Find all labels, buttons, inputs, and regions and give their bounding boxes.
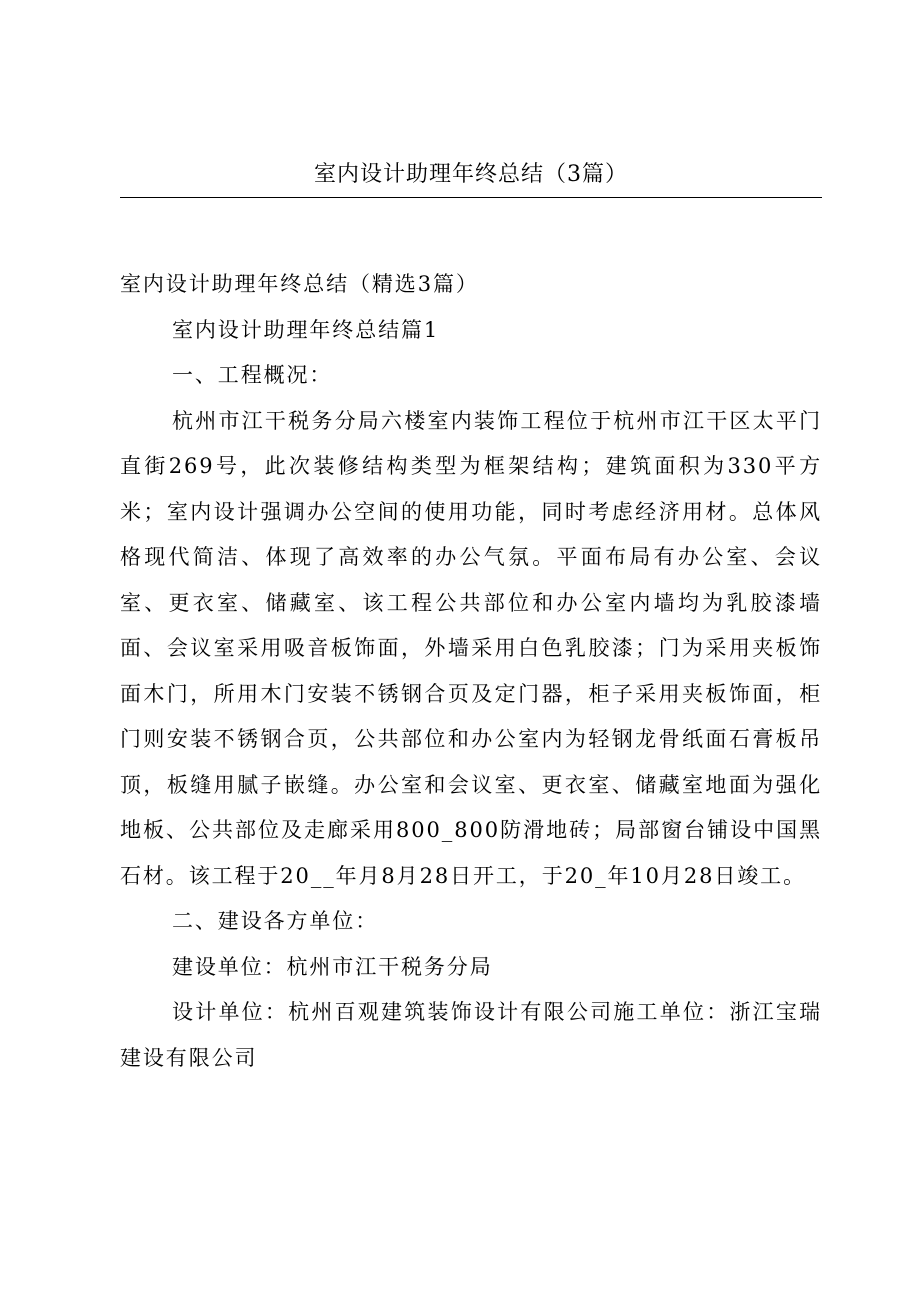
subtitle-paragraph: 室内设计助理年终总结（精选3篇） — [120, 272, 479, 296]
section-heading-project-overview: 一、工程概况： — [172, 363, 333, 387]
title-underline — [120, 197, 822, 198]
section-heading-parties: 二、建设各方单位： — [172, 909, 379, 933]
document-title: 室内设计助理年终总结（3篇） — [314, 162, 628, 187]
design-unit-paragraph: 设计单位：杭州百观建筑装饰设计有限公司施工单位：浙江宝瑞建设有限公司 — [120, 1000, 822, 1070]
builder-unit-paragraph: 建设单位：杭州市江干税务分局 — [172, 954, 493, 979]
document-body — [120, 262, 822, 1081]
section-heading-chapter-1: 室内设计助理年终总结篇1 — [172, 317, 440, 342]
project-overview-paragraph: 杭州市江干税务分局六楼室内装饰工程位于杭州市江干区太平门直街269号，此次装修结构类型为框架结构；建筑面积为330平方米；室内设计强调办公空间的使用功能，同时考虑经济用材。总体风格现代简洁、体现了高效率的办公气氛。平面布局有办公室、会议室、更衣室、储藏室、该工程公共部位和办公室内墙均为乳胶漆墙面、会议室采用吸音板饰面，外墙采用白色乳胶漆；门为采用夹板饰面木门，所用木门安装不锈钢合页及定门器，柜子采用夹板饰面，柜门则安装不锈钢合页，公共部位和办公室内为轻钢龙骨纸面石膏板吊顶，板缝用腻子嵌缝。办公室和会议室、更衣室、储藏室地面为强化地板、公共部位及走廊采用800_800防滑地砖；局部窗台铺设中国黑石材。该工程于20__年月8月28日开工，于20_年10月28日竣工。 — [120, 408, 823, 888]
